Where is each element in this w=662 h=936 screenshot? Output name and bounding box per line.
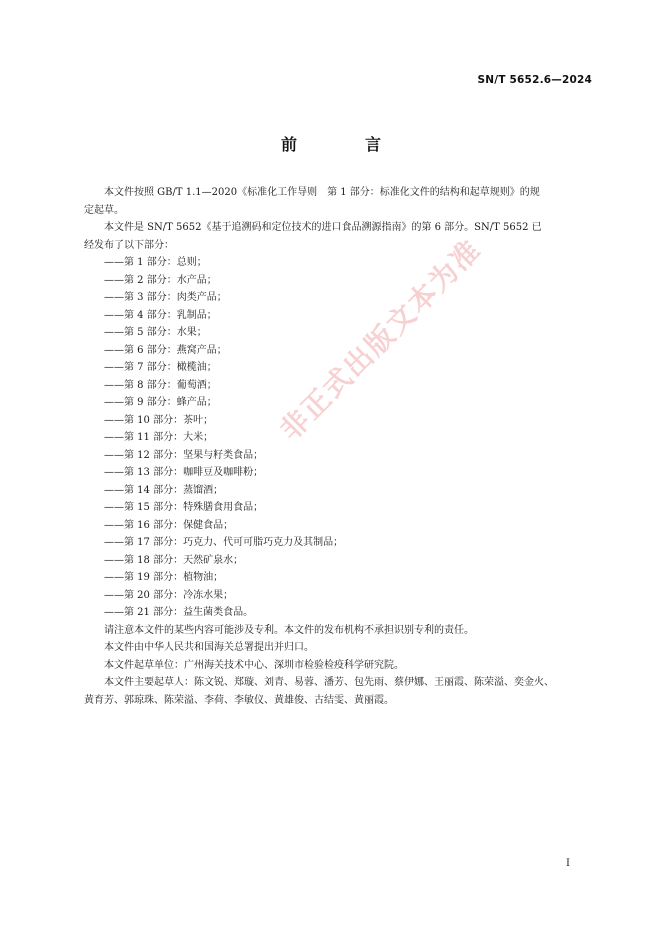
list-item: ——第 19 部分：植物油； — [104, 572, 224, 583]
list-item: ——第 12 部分：坚果与籽类食品； — [104, 449, 264, 461]
drafters-line: 黄育芳、郭琼珠、陈荣溢、李荷、李敏仪、黄雄俊、古结雯、黄丽霞。 — [84, 694, 394, 706]
list-item: ——第 10 部分：茶叶； — [104, 414, 214, 426]
drafting-units: 本文件起草单位：广州海关技术中心、深圳市检验检疫科学研究院。 — [104, 659, 404, 671]
list-item: ——第 8 部分：葡萄酒； — [104, 379, 217, 391]
proposed-by: 本文件由中华人民共和国海关总署提出并归口。 — [104, 642, 314, 653]
page-title: 前 言 — [280, 135, 407, 154]
paragraph-line — [104, 184, 598, 202]
list-item: ——第 6 部分：燕窝产品； — [104, 344, 227, 356]
list-item: ——第 15 部分：特殊膳食用食品； — [104, 502, 264, 513]
paragraph-line: 经发布了以下部分： — [84, 239, 174, 251]
standard-code: SN/T 5652.6—2024 — [477, 74, 592, 86]
list-item: ——第 11 部分：大米； — [104, 432, 214, 443]
list-item: ——第 1 部分：总则； — [104, 257, 207, 268]
document-body — [84, 184, 598, 709]
paragraph-line: 本文件是 SN/T 5652《基于追溯码和定位技术的进口食品溯源指南》的第 6 部分。SN/T 5652 已 — [104, 222, 542, 233]
list-item: ——第 9 部分：蜂产品； — [104, 397, 217, 408]
list-item: ——第 18 部分：天然矿泉水； — [104, 554, 244, 566]
list-item: ——第 2 部分：水产品； — [104, 274, 217, 286]
page-number: I — [566, 858, 570, 869]
list-item: ——第 20 部分：冷冻水果； — [104, 589, 234, 601]
list-item: ——第 21 部分：益生菌类食品。 — [104, 607, 254, 618]
paragraph-text: 本文件按照 GB/T 1.1—2020《标准化工作导则 第 1 部分：标准化文件的结构和起草规则》的规 — [104, 187, 540, 198]
watermark: 非正式出版文本为准 — [273, 232, 488, 447]
list-item: ——第 17 部分：巧克力、代可可脂巧克力及其制品； — [104, 537, 344, 548]
patent-notice: 请注意本文件的某些内容可能涉及专利。本文件的发布机构不承担识别专利的责任。 — [104, 624, 474, 636]
list-item: ——第 14 部分：蒸馏酒； — [104, 484, 224, 496]
list-item: ——第 3 部分：肉类产品； — [104, 292, 227, 303]
paragraph-line: 定起草。 — [84, 204, 124, 216]
list-item: ——第 7 部分：橄榄油； — [104, 362, 217, 373]
list-item: ——第 5 部分：水果； — [104, 327, 207, 338]
list-item: ——第 4 部分：乳制品； — [104, 309, 217, 321]
list-item: ——第 16 部分：保健食品； — [104, 519, 234, 531]
drafters-line: 本文件主要起草人：陈文锐、郑璇、刘青、易蓉、潘芳、包先雨、蔡伊娜、王丽霞、陈荣溢、奕金火、 — [104, 677, 554, 688]
list-item: ——第 13 部分：咖啡豆及咖啡粉； — [104, 467, 264, 478]
